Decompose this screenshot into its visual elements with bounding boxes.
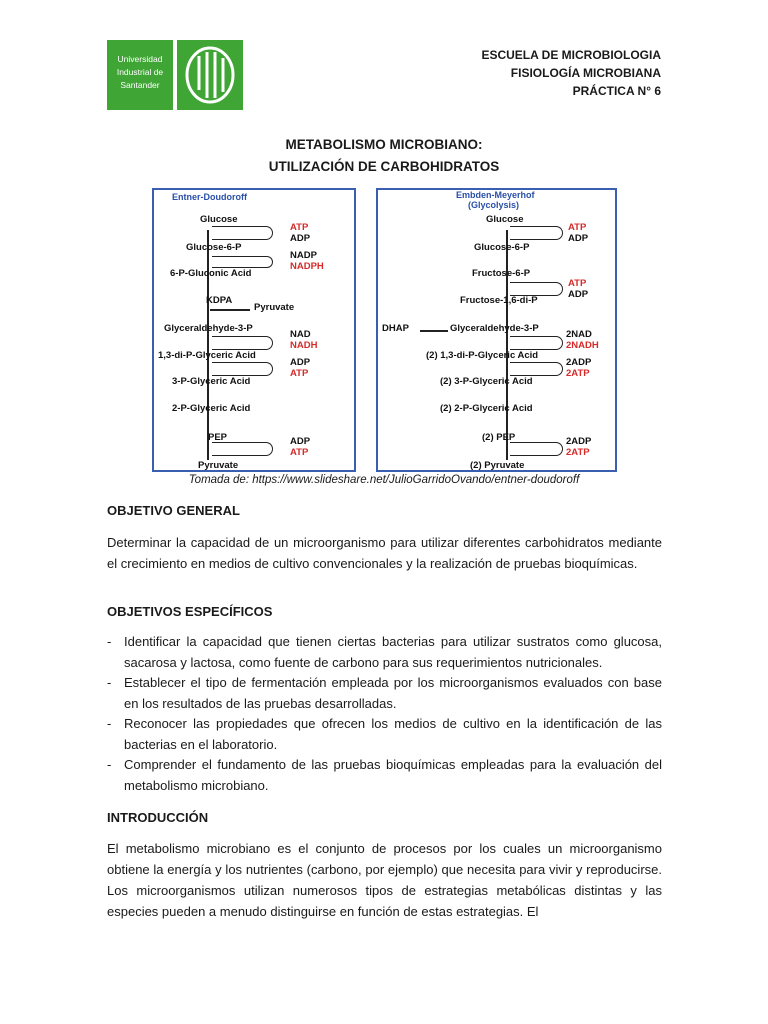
logo-text-block [107, 40, 173, 110]
reaction-curve [212, 256, 273, 268]
school-name: ESCUELA DE MICROBIOLOGIA [481, 48, 661, 62]
side-product: 2NAD [566, 329, 592, 340]
step: Glucose-6-P [474, 242, 530, 253]
step: Pyruvate [198, 460, 239, 471]
subject-name: FISIOLOGÍA MICROBIANA [510, 66, 661, 80]
university-logo [107, 40, 243, 110]
side-product: ADP [290, 357, 311, 368]
side-product: 2ATP [566, 447, 590, 458]
panel-title: Entner-Doudoroff [172, 192, 247, 202]
list-item: - Establecer el tipo de fermentación empleada por los microorganismos evaluados con base en los resultados de las pruebas desarrolladas. [107, 673, 662, 714]
side-product: ADP [568, 289, 589, 300]
side-product: ATP [290, 222, 309, 233]
list-item: - Comprender el fundamento de las pruebas bioquímicas empleadas para la evaluación del metabolismo microbiano. [107, 755, 662, 796]
pathway-line [207, 230, 209, 460]
step: 3-P-Glyceric Acid [172, 376, 251, 387]
section-heading-objetivo-general: OBJETIVO GENERAL [107, 503, 240, 518]
panel-title: Embden-Meyerhof [456, 190, 535, 200]
step: 2-P-Glyceric Acid [172, 403, 251, 414]
practice-number: PRÁCTICA N° 6 [572, 84, 661, 98]
side-product: ATP [568, 222, 587, 233]
side-product: 2ADP [566, 436, 592, 447]
step: Glyceraldehyde-3-P [450, 323, 539, 334]
step: KDPA [206, 295, 233, 306]
section-heading-introduccion: INTRODUCCIÓN [107, 810, 209, 825]
step: (2) 3-P-Glyceric Acid [440, 376, 533, 387]
side-product: DHAP [382, 323, 409, 334]
reaction-curve [510, 362, 563, 376]
branch-line [420, 330, 448, 332]
side-product: 2ADP [566, 357, 592, 368]
entner-doudoroff-panel [152, 188, 356, 472]
objetivo-general-text: Determinar la capacidad de un microorganismo para utilizar diferentes carbohidratos mediante el crecimiento en medios de cultivo convencionales y la realización de pruebas bioquímicas. [107, 535, 662, 571]
side-product: 2ATP [566, 368, 590, 379]
reaction-curve [212, 226, 273, 240]
list-item: - Reconocer las propiedades que ofrecen los medios de cultivo en la identificación de las bacterias en el laboratorio. [107, 714, 662, 755]
reaction-curve [510, 336, 563, 350]
header-info [481, 46, 661, 100]
step: (2) Pyruvate [470, 460, 525, 471]
side-product: NADP [290, 250, 317, 261]
introduccion-text: El metabolismo microbiano es el conjunto de procesos por los cuales un microorganismo obtiene la energía y los nutrientes (carbono, por ejemplo) que necesita para vivir y reproducirse. Los microorganismos utilizan numerosos tipos de estrategias metabólicas distintas y las especies pueden a menudo distinguirse en función de estas estrategias. El [107, 841, 662, 919]
step: Fructose-6-P [472, 268, 531, 279]
logo-text-line: Universidad [117, 54, 163, 64]
step: Glucose-6-P [186, 242, 242, 253]
pathway-line [506, 230, 508, 460]
uis-emblem-icon [177, 40, 243, 110]
uis-emblem [177, 40, 243, 110]
metabolic-pathways-diagram [152, 188, 617, 472]
list-item: - Identificar la capacidad que tienen ciertas bacterias para utilizar sustratos como glucosa, sacarosa y lactosa, como fuente de carbono para sus requerimientos nutricionales. [107, 632, 662, 673]
logo-text-line: Industrial de [116, 67, 164, 77]
side-product: ADP [290, 233, 311, 244]
reaction-curve [212, 336, 273, 350]
step: Fructose-1,6-di-P [460, 295, 538, 306]
side-product: ATP [290, 447, 309, 458]
side-product: ATP [568, 278, 587, 289]
side-product: NADPH [290, 261, 324, 272]
section-heading-objetivos-especificos: OBJETIVOS ESPECÍFICOS [107, 604, 273, 619]
panel-subtitle: (Glycolysis) [468, 200, 520, 210]
step: (2) PEP [482, 432, 516, 443]
step: (2) 1,3-di-P-Glyceric Acid [426, 350, 539, 361]
reaction-curve [212, 442, 273, 456]
side-product: ADP [290, 436, 311, 447]
side-product: NAD [290, 329, 311, 340]
side-product: NADH [290, 340, 318, 351]
step: Glyceraldehyde-3-P [164, 323, 253, 334]
page-subtitle: UTILIZACIÓN DE CARBOHIDRATOS [268, 159, 500, 174]
logo-text-line: Santander [120, 80, 160, 90]
step: 1,3-di-P-Glyceric Acid [158, 350, 256, 361]
reaction-curve [510, 282, 563, 296]
step: (2) 2-P-Glyceric Acid [440, 403, 533, 414]
step: PEP [208, 432, 228, 443]
side-product: ATP [290, 368, 309, 379]
objetivos-list [107, 632, 662, 796]
step: 6-P-Gluconic Acid [170, 268, 252, 279]
side-product: ADP [568, 233, 589, 244]
side-product: 2NADH [566, 340, 599, 351]
reaction-curve [510, 226, 563, 240]
branch-line [210, 309, 250, 311]
step: Glucose [486, 214, 524, 225]
reaction-curve [212, 362, 273, 376]
reaction-curve [510, 442, 563, 456]
embden-meyerhof-panel [376, 188, 617, 472]
step: Glucose [200, 214, 238, 225]
page-title: METABOLISMO MICROBIANO: [285, 137, 483, 152]
figure-caption: Tomada de: https://www.slideshare.net/JulioGarridoOvando/entner-doudoroff [188, 474, 580, 486]
side-product: Pyruvate [254, 302, 295, 313]
